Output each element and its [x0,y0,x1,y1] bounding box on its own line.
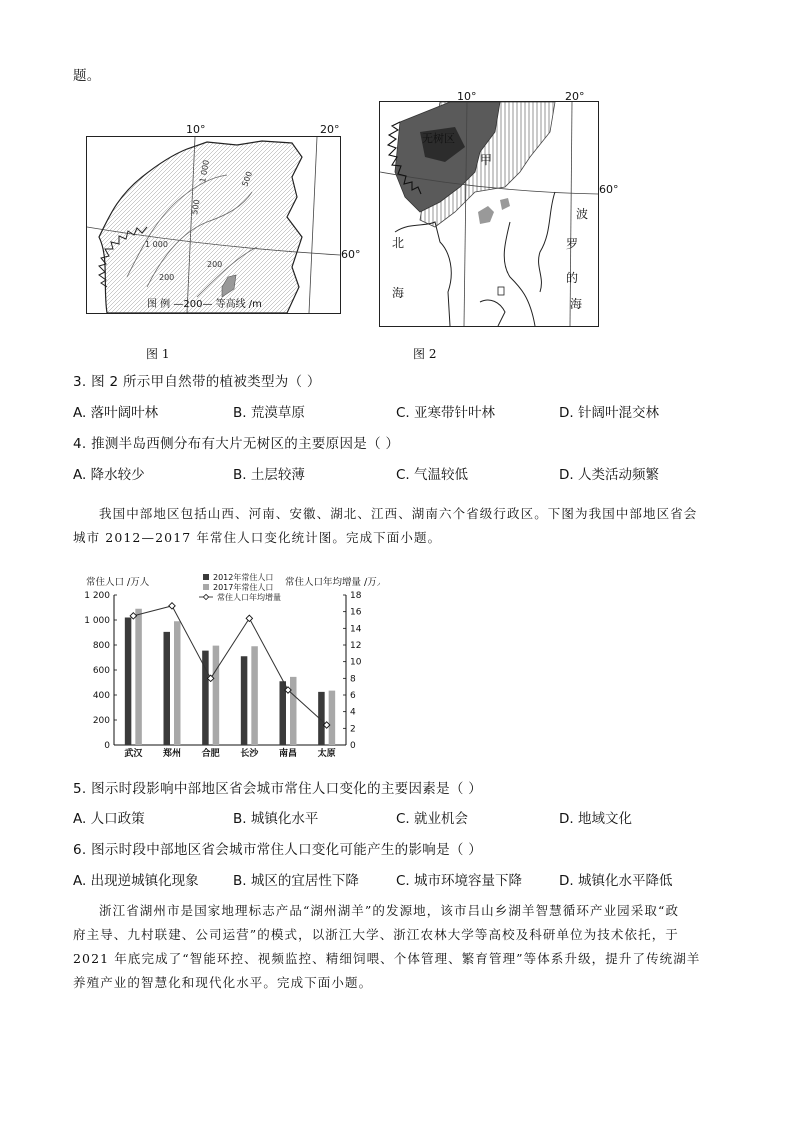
left-tick-label: 400 [92,691,110,701]
question-4-option-d[interactable]: D. 人类活动频繁 [559,467,659,483]
question-3-stem: 3. 图 2 所示甲自然带的植被类型为（ ） [73,374,321,390]
population-chart-svg [80,572,380,760]
question-6-option-d[interactable]: D. 城镇化水平降低 [559,873,673,889]
right-tick-label: 12 [350,641,362,651]
fig2-lon-20: 20° [565,90,585,103]
legend-label: 2017年常住人口 [213,583,274,592]
increment-line [133,606,326,725]
fig1-lat-60: 60° [341,248,361,261]
category-label: 武汉 [124,749,143,759]
map-legend: 图 例 —200— 等高线 /m [147,299,262,310]
category-label: 长沙 [240,749,259,759]
legend-swatch [203,574,209,580]
fig2-lon-10: 10° [457,90,477,103]
question-5-option-b[interactable]: B. 城镇化水平 [233,811,319,827]
left-tick-label: 200 [92,716,110,726]
contour-label: 1 000 [198,159,211,184]
passage-line: 城市 2012—2017 年常住人口变化统计图。完成下面小题。 [73,530,442,545]
label-baltic-3: 的 [566,271,579,285]
passage-line: 养殖产业的智慧化和现代化水平。完成下面小题。 [73,975,373,990]
lake [500,198,510,210]
coastline [504,222,535,326]
chart-right-axis-title: 常住人口年均增量 /万人 [285,577,380,588]
left-tick-label: 0 [104,741,110,751]
passage-line: 府主导、九村联建、公司运营”的模式，以浙江大学、浙江农林大学等高校及科研单位为技术依托，于 [73,927,679,942]
passage-line: 浙江省湖州市是国家地理标志产品“湖州湖羊”的发源地，该市吕山乡湖羊智慧循环产业园采取“政 [99,903,680,918]
coastline [480,300,505,326]
question-6-option-b[interactable]: B. 城区的宜居性下降 [233,873,359,889]
lake [478,206,494,224]
legend-swatch [203,584,209,590]
question-4-option-a[interactable]: A. 降水较少 [73,467,145,483]
bar-2017-3 [251,646,257,745]
label-no-tree-zone: 无树区 [422,132,455,145]
bar-2017-1 [174,621,181,745]
right-tick-label: 6 [350,691,356,701]
figure-1-map [86,136,341,314]
fig2-lat-60: 60° [599,183,619,196]
right-tick-label: 8 [350,674,356,685]
right-tick-label: 14 [350,624,362,635]
label-zone-jia: 甲 [480,153,493,167]
island [498,287,504,295]
question-5-option-d[interactable]: D. 地域文化 [559,811,632,827]
left-tick-label: 1 200 [84,591,110,601]
left-tick-label: 600 [92,666,110,676]
contour-label: 200 [159,273,175,282]
question-5-option-c[interactable]: C. 就业机会 [396,811,469,827]
label-north-sea-2: 海 [392,286,405,300]
question-5-stem: 5. 图示时段影响中部地区省会城市常住人口变化的主要因素是（ ） [73,781,483,797]
question-3-option-a[interactable]: A. 落叶阔叶林 [73,405,159,421]
left-tick-label: 800 [92,641,110,651]
increment-point-1 [169,603,175,609]
bar-2012-0 [125,618,132,746]
category-label: 南昌 [278,749,298,759]
question-3-option-d[interactable]: D. 针阔叶混交林 [559,405,659,421]
passage-central-china [73,502,733,550]
contour-label: 1 000 [145,240,168,249]
figure-1-svg [87,137,340,313]
question-6-option-c[interactable]: C. 城市环境容量下降 [396,873,523,889]
previous-page-fragment: 题。 [73,68,101,84]
bar-2017-5 [329,691,336,745]
legend-label: 2012年常住人口 [213,573,274,582]
label-baltic-2: 罗 [566,237,579,251]
figure-2-map [379,101,599,327]
legend-label: 常住人口年均增量 [217,593,281,602]
right-tick-label: 16 [350,607,362,618]
left-tick-label: 1 000 [84,616,110,626]
question-3-option-c[interactable]: C. 亚寒带针叶林 [396,405,496,421]
chart-left-axis-title: 常住人口 /万人 [86,577,150,588]
question-6-option-a[interactable]: A. 出现逆城镇化现象 [73,873,199,889]
label-north-sea-1: 北 [392,236,405,250]
bar-2012-3 [241,656,248,745]
fig1-lon-10: 10° [186,123,206,136]
contour-label: 200 [207,260,223,269]
chart-legend [199,572,281,602]
passage-huzhou-sheep [73,899,733,995]
right-tick-label: 18 [350,591,362,601]
bar-2017-2 [213,646,220,745]
label-baltic-1: 波 [576,207,589,221]
question-6-stem: 6. 图示时段中部地区省会城市常住人口变化可能产生的影响是（ ） [73,842,483,858]
meridian-20 [309,137,317,313]
population-chart [80,572,380,760]
passage-line: 2021 年底完成了“智能环控、视频监控、精细饲喂、个体管理、繁育管理”等体系升级，提升了传统湖羊 [73,951,701,966]
fig1-lon-20: 20° [320,123,340,136]
passage-line: 我国中部地区包括山西、河南、安徽、湖北、江西、湖南六个省级行政区。下图为我国中部地区省会 [99,506,698,521]
right-tick-label: 2 [350,724,356,735]
label-baltic-4: 海 [570,297,583,311]
bar-2017-4 [290,677,297,745]
question-3-option-b[interactable]: B. 荒漠草原 [233,405,305,421]
contour-label: 500 [190,198,202,216]
coastline [539,192,555,292]
right-tick-label: 0 [350,741,356,751]
category-label: 合肥 [201,749,220,759]
meridian-20 [570,102,572,326]
right-tick-label: 10 [350,657,362,668]
question-4-stem: 4. 推测半岛西侧分布有大片无树区的主要原因是（ ） [73,436,400,452]
right-tick-label: 4 [350,707,356,718]
contour-label: 500 [240,170,255,188]
bar-2012-1 [164,632,171,745]
increment-point-3 [246,615,252,621]
figure-1-caption: 图 1 [146,347,170,361]
legend-marker [203,594,208,599]
category-label: 郑州 [162,749,182,759]
figure-2-caption: 图 2 [413,347,437,361]
chart-bars [125,609,335,745]
category-label: 太原 [317,749,336,759]
bar-2017-0 [135,609,142,745]
figure-2-svg [380,102,598,326]
question-4-option-c[interactable]: C. 气温较低 [396,467,469,483]
chart-line-series [130,603,330,729]
question-5-option-a[interactable]: A. 人口政策 [73,811,145,827]
question-4-option-b[interactable]: B. 土层较薄 [233,467,305,483]
